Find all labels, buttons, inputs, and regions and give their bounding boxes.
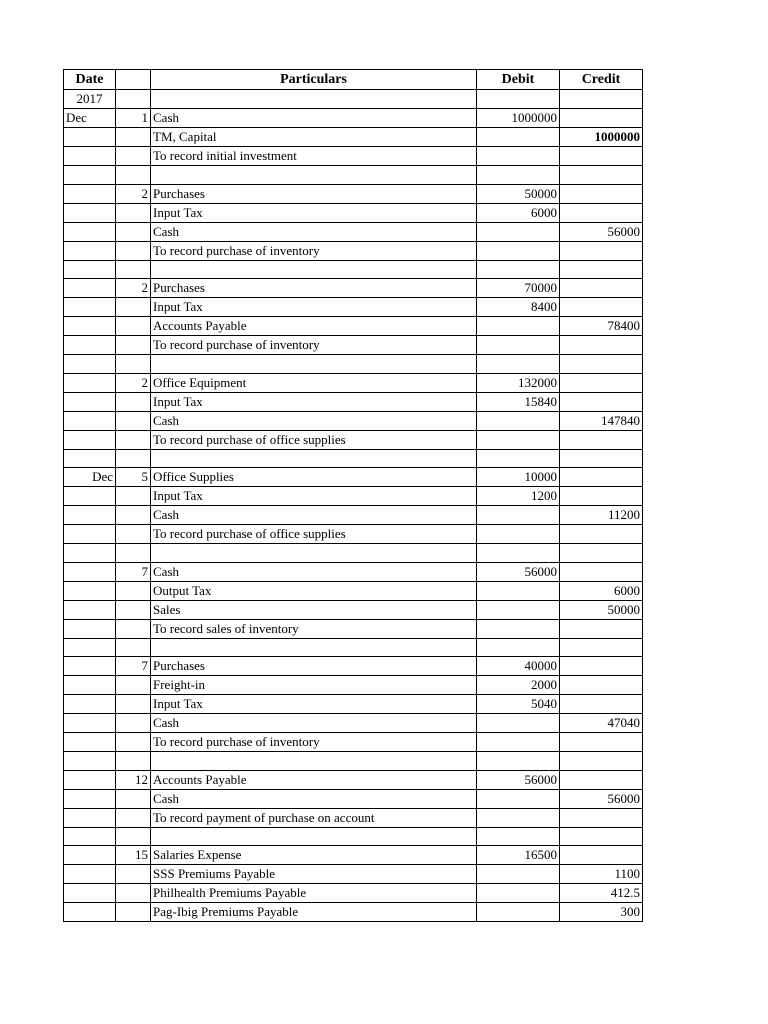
date-cell: [64, 392, 116, 411]
table-row: [64, 430, 643, 449]
debit-cell: [477, 714, 560, 733]
table-row: [64, 657, 643, 676]
particulars-cell: Philhealth Premiums Payable: [151, 884, 477, 903]
date-cell: [64, 638, 116, 657]
day-cell: [116, 241, 151, 260]
table-row: [64, 506, 643, 525]
particulars-cell: To record purchase of inventory: [151, 733, 477, 752]
particulars-cell: Accounts Payable: [151, 770, 477, 789]
particulars-cell: Sales: [151, 600, 477, 619]
table-row: [64, 827, 643, 846]
date-cell: [64, 336, 116, 355]
credit-cell: [560, 808, 643, 827]
particulars-cell: To record purchase of office supplies: [151, 430, 477, 449]
credit-cell: [560, 147, 643, 166]
date-cell: [64, 544, 116, 563]
table-row: [64, 695, 643, 714]
particulars-cell: Output Tax: [151, 581, 477, 600]
day-cell: 12: [116, 770, 151, 789]
table-row: [64, 638, 643, 657]
debit-cell: [477, 827, 560, 846]
credit-cell: 11200: [560, 506, 643, 525]
credit-cell: [560, 298, 643, 317]
debit-cell: [477, 808, 560, 827]
day-cell: [116, 260, 151, 279]
date-cell: [64, 449, 116, 468]
debit-cell: [477, 506, 560, 525]
date-cell: [64, 487, 116, 506]
particulars-cell: [151, 449, 477, 468]
debit-cell: [477, 241, 560, 260]
date-cell: [64, 128, 116, 147]
date-cell: [64, 600, 116, 619]
particulars-cell: Cash: [151, 714, 477, 733]
credit-cell: [560, 638, 643, 657]
particulars-cell: [151, 827, 477, 846]
day-cell: [116, 128, 151, 147]
day-cell: [116, 865, 151, 884]
date-cell: [64, 317, 116, 336]
debit-cell: 56000: [477, 562, 560, 581]
debit-cell: [477, 789, 560, 808]
table-row: [64, 770, 643, 789]
debit-cell: [477, 733, 560, 752]
particulars-cell: Input Tax: [151, 392, 477, 411]
day-cell: [116, 355, 151, 374]
day-cell: [116, 298, 151, 317]
particulars-cell: Freight-in: [151, 676, 477, 695]
date-cell: [64, 808, 116, 827]
debit-cell: 132000: [477, 373, 560, 392]
date-cell: [64, 695, 116, 714]
day-cell: 7: [116, 562, 151, 581]
table-row: [64, 808, 643, 827]
particulars-cell: Cash: [151, 109, 477, 128]
credit-cell: [560, 846, 643, 865]
day-cell: [116, 222, 151, 241]
credit-cell: [560, 109, 643, 128]
day-cell: 1: [116, 109, 151, 128]
date-cell: [64, 733, 116, 752]
credit-cell: [560, 373, 643, 392]
table-row: [64, 544, 643, 563]
journal-body: [64, 90, 643, 922]
table-row: [64, 714, 643, 733]
date-cell: [64, 619, 116, 638]
credit-cell: [560, 449, 643, 468]
particulars-cell: Purchases: [151, 657, 477, 676]
day-cell: [116, 392, 151, 411]
credit-cell: 78400: [560, 317, 643, 336]
particulars-cell: [151, 90, 477, 109]
particulars-cell: To record sales of inventory: [151, 619, 477, 638]
credit-cell: 56000: [560, 789, 643, 808]
credit-cell: [560, 752, 643, 771]
debit-cell: [477, 90, 560, 109]
table-row: [64, 298, 643, 317]
credit-cell: [560, 166, 643, 185]
debit-cell: [477, 638, 560, 657]
table-row: [64, 865, 643, 884]
day-cell: [116, 430, 151, 449]
particulars-cell: Purchases: [151, 279, 477, 298]
debit-cell: 6000: [477, 203, 560, 222]
debit-cell: [477, 600, 560, 619]
day-cell: 2: [116, 184, 151, 203]
day-cell: [116, 90, 151, 109]
date-cell: [64, 430, 116, 449]
credit-cell: 6000: [560, 581, 643, 600]
date-cell: [64, 260, 116, 279]
day-header: [116, 70, 151, 90]
date-cell: [64, 752, 116, 771]
particulars-cell: [151, 544, 477, 563]
day-cell: [116, 147, 151, 166]
day-cell: [116, 487, 151, 506]
table-row: [64, 468, 643, 487]
particulars-cell: Cash: [151, 506, 477, 525]
particulars-cell: [151, 752, 477, 771]
credit-cell: [560, 770, 643, 789]
table-row: [64, 109, 643, 128]
credit-cell: [560, 695, 643, 714]
table-row: [64, 789, 643, 808]
day-cell: [116, 449, 151, 468]
debit-cell: [477, 449, 560, 468]
credit-cell: 412.5: [560, 884, 643, 903]
table-row: [64, 260, 643, 279]
particulars-cell: TM, Capital: [151, 128, 477, 147]
day-cell: [116, 525, 151, 544]
date-cell: [64, 903, 116, 922]
debit-cell: [477, 884, 560, 903]
date-cell: [64, 166, 116, 185]
credit-cell: [560, 544, 643, 563]
debit-cell: 50000: [477, 184, 560, 203]
debit-cell: 2000: [477, 676, 560, 695]
day-cell: [116, 166, 151, 185]
credit-cell: [560, 203, 643, 222]
table-row: [64, 581, 643, 600]
day-cell: [116, 808, 151, 827]
day-cell: [116, 203, 151, 222]
credit-header: Credit: [560, 70, 643, 90]
table-row: [64, 676, 643, 695]
debit-cell: [477, 581, 560, 600]
credit-cell: [560, 392, 643, 411]
day-cell: 2: [116, 373, 151, 392]
particulars-cell: Input Tax: [151, 298, 477, 317]
table-row: [64, 241, 643, 260]
table-row: [64, 392, 643, 411]
day-cell: [116, 336, 151, 355]
date-header: Date: [64, 70, 116, 90]
particulars-cell: To record purchase of office supplies: [151, 525, 477, 544]
credit-cell: [560, 90, 643, 109]
particulars-cell: Input Tax: [151, 695, 477, 714]
journal-table: [63, 69, 643, 922]
date-cell: [64, 147, 116, 166]
particulars-cell: Cash: [151, 222, 477, 241]
debit-cell: [477, 903, 560, 922]
credit-cell: [560, 241, 643, 260]
date-cell: [64, 865, 116, 884]
date-cell: [64, 203, 116, 222]
credit-cell: [560, 355, 643, 374]
day-cell: [116, 676, 151, 695]
table-row: [64, 203, 643, 222]
debit-cell: 56000: [477, 770, 560, 789]
particulars-cell: To record purchase of inventory: [151, 241, 477, 260]
debit-header: Debit: [477, 70, 560, 90]
day-cell: [116, 600, 151, 619]
debit-cell: [477, 355, 560, 374]
debit-cell: [477, 865, 560, 884]
date-cell: Dec: [64, 109, 116, 128]
day-cell: [116, 903, 151, 922]
credit-cell: [560, 525, 643, 544]
table-row: [64, 90, 643, 109]
credit-cell: [560, 487, 643, 506]
date-cell: [64, 657, 116, 676]
debit-cell: 8400: [477, 298, 560, 317]
date-cell: [64, 562, 116, 581]
date-cell: [64, 222, 116, 241]
day-cell: [116, 733, 151, 752]
date-cell: [64, 789, 116, 808]
day-cell: [116, 506, 151, 525]
credit-cell: [560, 336, 643, 355]
credit-cell: [560, 468, 643, 487]
credit-cell: [560, 827, 643, 846]
date-cell: [64, 884, 116, 903]
particulars-header: Particulars: [151, 70, 477, 90]
table-row: [64, 373, 643, 392]
table-row: [64, 128, 643, 147]
header-row: [64, 70, 643, 90]
debit-cell: 40000: [477, 657, 560, 676]
debit-cell: 15840: [477, 392, 560, 411]
debit-cell: 70000: [477, 279, 560, 298]
debit-cell: [477, 147, 560, 166]
particulars-cell: Office Equipment: [151, 373, 477, 392]
debit-cell: [477, 222, 560, 241]
credit-cell: [560, 733, 643, 752]
day-cell: [116, 638, 151, 657]
credit-cell: 1000000: [560, 128, 643, 147]
credit-cell: 50000: [560, 600, 643, 619]
day-cell: [116, 714, 151, 733]
date-cell: [64, 279, 116, 298]
table-row: [64, 355, 643, 374]
particulars-cell: SSS Premiums Payable: [151, 865, 477, 884]
debit-cell: 5040: [477, 695, 560, 714]
table-row: [64, 903, 643, 922]
credit-cell: [560, 184, 643, 203]
date-cell: [64, 411, 116, 430]
debit-cell: [477, 525, 560, 544]
credit-cell: 47040: [560, 714, 643, 733]
particulars-cell: Cash: [151, 411, 477, 430]
day-cell: [116, 544, 151, 563]
table-row: [64, 449, 643, 468]
table-row: [64, 846, 643, 865]
table-row: [64, 619, 643, 638]
table-row: [64, 411, 643, 430]
day-cell: [116, 411, 151, 430]
particulars-cell: To record purchase of inventory: [151, 336, 477, 355]
particulars-cell: Accounts Payable: [151, 317, 477, 336]
date-cell: 2017: [64, 90, 116, 109]
credit-cell: 147840: [560, 411, 643, 430]
debit-cell: [477, 619, 560, 638]
table-row: [64, 525, 643, 544]
particulars-cell: Salaries Expense: [151, 846, 477, 865]
day-cell: 7: [116, 657, 151, 676]
date-cell: [64, 676, 116, 695]
credit-cell: [560, 260, 643, 279]
date-cell: [64, 373, 116, 392]
table-row: [64, 222, 643, 241]
table-row: [64, 562, 643, 581]
particulars-cell: Input Tax: [151, 487, 477, 506]
day-cell: [116, 752, 151, 771]
debit-cell: 16500: [477, 846, 560, 865]
debit-cell: [477, 260, 560, 279]
table-row: [64, 600, 643, 619]
credit-cell: [560, 619, 643, 638]
debit-cell: [477, 336, 560, 355]
date-cell: [64, 525, 116, 544]
table-row: [64, 184, 643, 203]
date-cell: [64, 770, 116, 789]
date-cell: [64, 184, 116, 203]
table-row: [64, 166, 643, 185]
particulars-cell: [151, 355, 477, 374]
date-cell: [64, 827, 116, 846]
particulars-cell: Purchases: [151, 184, 477, 203]
date-cell: [64, 581, 116, 600]
day-cell: [116, 695, 151, 714]
date-cell: [64, 241, 116, 260]
day-cell: [116, 789, 151, 808]
credit-cell: [560, 562, 643, 581]
credit-cell: 300: [560, 903, 643, 922]
debit-cell: [477, 128, 560, 147]
date-cell: [64, 506, 116, 525]
credit-cell: [560, 657, 643, 676]
date-cell: [64, 355, 116, 374]
debit-cell: 1200: [477, 487, 560, 506]
day-cell: [116, 581, 151, 600]
particulars-cell: Input Tax: [151, 203, 477, 222]
day-cell: [116, 317, 151, 336]
date-cell: Dec: [64, 468, 116, 487]
debit-cell: [477, 430, 560, 449]
credit-cell: [560, 430, 643, 449]
particulars-cell: [151, 638, 477, 657]
table-row: [64, 487, 643, 506]
date-cell: [64, 846, 116, 865]
table-row: [64, 752, 643, 771]
particulars-cell: Pag-Ibig Premiums Payable: [151, 903, 477, 922]
day-cell: [116, 884, 151, 903]
credit-cell: [560, 676, 643, 695]
debit-cell: [477, 166, 560, 185]
debit-cell: [477, 752, 560, 771]
credit-cell: [560, 279, 643, 298]
debit-cell: 10000: [477, 468, 560, 487]
day-cell: [116, 619, 151, 638]
table-row: [64, 733, 643, 752]
table-row: [64, 147, 643, 166]
table-row: [64, 279, 643, 298]
day-cell: 5: [116, 468, 151, 487]
table-row: [64, 336, 643, 355]
debit-cell: [477, 317, 560, 336]
particulars-cell: Cash: [151, 562, 477, 581]
particulars-cell: Office Supplies: [151, 468, 477, 487]
debit-cell: [477, 544, 560, 563]
table-row: [64, 884, 643, 903]
particulars-cell: [151, 166, 477, 185]
debit-cell: 1000000: [477, 109, 560, 128]
table-row: [64, 317, 643, 336]
credit-cell: 1100: [560, 865, 643, 884]
day-cell: [116, 827, 151, 846]
debit-cell: [477, 411, 560, 430]
particulars-cell: Cash: [151, 789, 477, 808]
particulars-cell: To record initial investment: [151, 147, 477, 166]
date-cell: [64, 714, 116, 733]
credit-cell: 56000: [560, 222, 643, 241]
day-cell: 15: [116, 846, 151, 865]
particulars-cell: To record payment of purchase on account: [151, 808, 477, 827]
day-cell: 2: [116, 279, 151, 298]
particulars-cell: [151, 260, 477, 279]
date-cell: [64, 298, 116, 317]
